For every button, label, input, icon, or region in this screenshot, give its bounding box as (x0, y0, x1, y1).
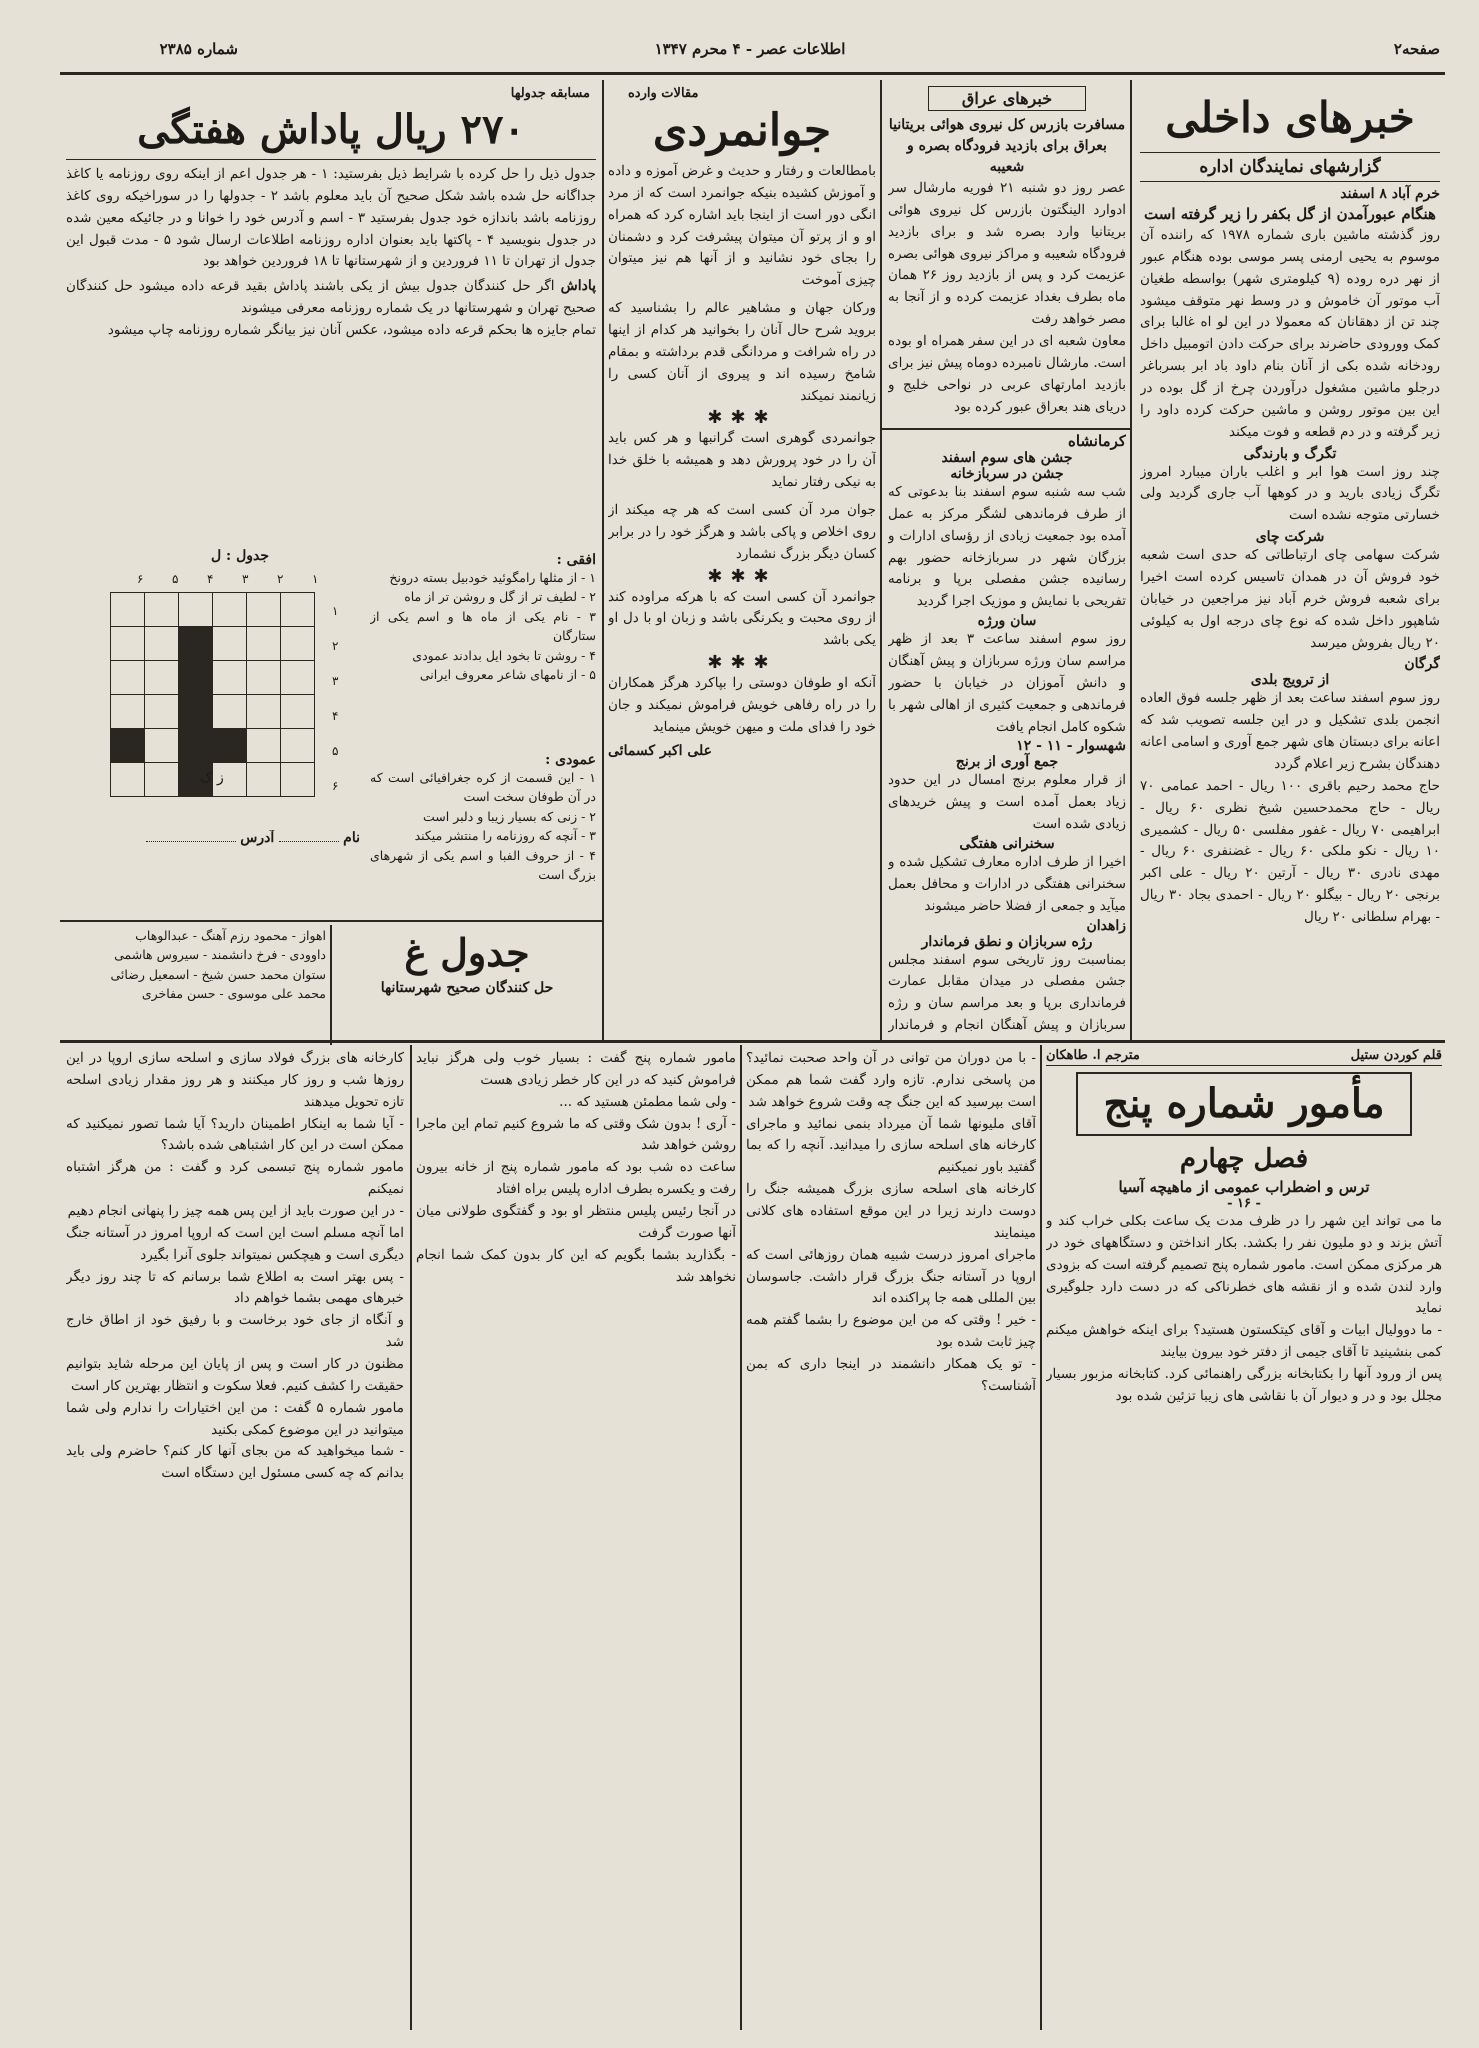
column-divider (1040, 1045, 1042, 2030)
news-body: معاون شعبه ای در این سفر همراه او بوده است. مارشال نامبرده دوماه پیش نیز برای بازدید امارتهای عربی در نواحی خلیج و دریای هند بعراق عبور کرده بود (888, 333, 1126, 415)
serial-paragraph: کارخانه های بزرگ فولاد سازی و اسلحه سازی اروپا در این روزها شب و روز کار میکنند و هر روز مقدار زیادی اسلحه تازه تحویل میدهند (66, 1050, 404, 1110)
serial-paragraph: اما آنچه مسلم است این است که اروپا امروز در آستانه جنگ دیگری است و هیچکس نمیتواند جلوی آنرا بگیرد (66, 1224, 404, 1263)
domestic-news-subtitle: گزارشهای نمایندگان اداره (1140, 152, 1440, 182)
donations-list: حاج محمد رحیم باقری ۱۰۰ ریال - احمد عمامی ۷۰ ریال - حاج محمدحسین شیخ نظری ۶۰ ریال - ابراهیمی ۷۰ ریال - غفور مفلسی ۵۰ ریال - کشمیری ۱۰ ریال - نکو ملکی ۶۰ ریال - غضنفری ۶۰ ریال - مهدی نادری ۳۰ ریال - آرتین ۲۰ ریال - علی اکبر برنجی ۲۰ ریال - بیگلو ۲۰ ریال - احمدی بجاد ۳۰ ریال - بهرام سلطانی ۲۰ ریال (1140, 777, 1440, 926)
name-label: نام (343, 830, 360, 846)
masthead: اطلاعات عصر - ۴ محرم ۱۳۴۷ (654, 40, 846, 58)
serial-paragraph: - خیر ! وقتی که من این موضوع را بشما گفتم همه چیز ثابت شده بود (746, 1312, 1036, 1351)
news-body: اخیرا از طرف اداره معارف تشکیل شده و سخنرانی هفتگی در ادارات و محافل بعمل میآید و جمعی از فضلا حاضر میشوند (888, 854, 1126, 914)
article-paragraph: جوان مرد آن کسی است که هر چه میکند از روی اخلاص و پاکی باشد و هرگز خود را در برابر کسان دیگر بزرگ نشمارد (608, 502, 876, 562)
separator-stars: ✱✱✱ (707, 407, 777, 429)
dateline-kermanshah: کرمانشاه (1067, 432, 1126, 450)
clue-item: ۴ - روشن تا بخود ایل بدادند عمودی (412, 647, 596, 663)
serial-paragraph: - در این صورت باید از این پس همه چیز را پنهانی انجام دهیم (67, 1203, 404, 1220)
serial-translator: مترجم ا. طاهکان (1046, 1048, 1140, 1063)
dateline-gorgan: گرگان (1404, 656, 1440, 673)
column-divider (602, 80, 604, 1040)
clue-item: ۵ - از نامهای شاعر معروف ایرانی (419, 666, 596, 682)
serial-paragraph: - ولی شما مطمئن هستید که ... (559, 1093, 736, 1110)
name-field[interactable] (279, 841, 339, 842)
serial-paragraph: آقای ملیونها شما آن میرداد بنمی نمائید و ماجرای کارخانه های اسلحه سازی را میدانید. آنچه را که بما گفتید باور نمیکنیم (746, 1115, 1036, 1176)
news-body: روز سوم اسفند ساعت ۳ بعد از ظهر مراسم سان ورژه سربازان و پیش آهنگان و دانش آموزان در خیابان با حضور فرماندهی و جمعیت کثیری از اهالی شهر با شکوه کامل انجام یافت (888, 631, 1126, 735)
address-field[interactable] (146, 841, 236, 842)
serial-chapter: فصل چهارم (1179, 1144, 1309, 1174)
clues-down (370, 752, 596, 912)
page-label: صفحه۲ (1393, 40, 1440, 58)
news-headline: جشن های سوم اسفند (941, 450, 1073, 466)
news-body: بمناسبت روز تاریخی سوم اسفند مجلس جشن مفصلی در میدان مقابل عمارت فرمانداری برپا و بعد مراسم سان و رژه سربازان و پیش آهنگان انجام و فرماندار (888, 951, 1126, 1034)
clue-item: ۲ - زنی که بسیار زیبا و دلبر است (423, 808, 596, 824)
column-divider (740, 1045, 742, 2030)
news-headline: سخنرانی هفتگی (959, 836, 1055, 853)
serial-paragraph: - آیا شما به اینکار اطمینان دارید؟ آیا شما تصور نمیکنید که ممکن است در این کار اشتباهی شده باشد؟ (66, 1115, 404, 1154)
article-paragraph: ورکان جهان و مشاهیر عالم را بشناسید که بروید شرح حال آنان را بخوانید هر کدام از اینها در راه شرافت و مردانگی قدم برداشته و بمقام شامخ رسیده اند و پیروی از آنان کسی را زیانمند نمیکند (608, 300, 876, 404)
winners-title: جدول غ (404, 930, 530, 975)
serial-chapter-subtitle: ترس و اضطراب عمومی از ماهیچه آسیا (1118, 1178, 1370, 1196)
clue-item: ۳ - آنچه که روزنامه را منتشر میکند (414, 828, 596, 844)
serial-paragraph: - ما دوولیال ابیات و آقای کیتکستون هستید؟ برای اینکه خواهش میکنم کمی بنشینید تا آقای جیمی از دفتر خود بیرون بیایند (1046, 1322, 1442, 1361)
serial-paragraph: - تو یک همکار دانشمند در اینجا داری که بمن آشناست؟ (746, 1356, 1036, 1394)
serial-paragraph: - پس بهتر است به اطلاع شما برسانم که تا چند روز دیگر خبرهای مهمی بشما خواهم داد (66, 1268, 404, 1307)
news-body: روز گذشته ماشین باری شماره ۱۹۷۸ که راننده آن موسوم به یحیی ارمنی پسر موسی بوده هنگام عبور از نهر دره روده (۹ کیلومتری شهر) بواسطه طغیان آب موتور آن خاموش و در وسط نهر متوقف میشود چند تن از دهقانان که معمولا در این لو اه غالبا برای کمک وورودی حاضرند برای حرکت دادن اتومبیل داخل رودخانه شده بکی از آنان بنام داود باد ابر بسرباغر درجلو ماشین مشغول درآوردن چرخ از گل بوده در این بین موتور روشن و ماشین حرکت کرده داود را زیر گرفته و در دم قطعه و فوت میکند (1140, 227, 1440, 440)
dateline-shahsavar: شهسوار - ۱۱ - ۱۲ (1016, 738, 1126, 755)
serial-paragraph: ساعت ده شب بود که مامور شماره پنج از خانه بیرون رفت و یکسره بطرف اداره پلیس براه افتاد (416, 1159, 736, 1198)
issue-number: شماره ۲۳۸۵ (159, 40, 238, 58)
winners-list-left: اهواز - محمود رزم آهنگ - عبدالوهاب داوودی - فرخ دانشمند - سیروس هاشمی ستوان محمد حسن شیخ - اسمعیل رضائی محمد علی موسوی - حسن مفاخری (110, 928, 326, 1002)
serial-paragraph: پس از ورود آنها را بکتابخانه بزرگی راهنمائی کرد. کتابخانه مزبور بسیار مجلل بود و در و دیوار آن با نقاشی های زیبا تزئین شده بود (1046, 1366, 1442, 1404)
address-label: آدرس (240, 830, 275, 846)
iraq-news-column (888, 86, 1126, 426)
header-rule (60, 72, 1445, 75)
clues-across (370, 552, 596, 752)
news-headline: مسافرت بازرس کل نیروی هوائی بریتانیا بعراق برای بازدید فرودگاه بصره و شعیبه (888, 117, 1126, 175)
column-divider (330, 925, 332, 1045)
serial-title: مأمور شماره پنج (1076, 1072, 1412, 1136)
domestic-news-column (1140, 86, 1440, 1036)
serial-paragraph: مامور شماره پنج تبسمی کرد و گفت : من هرگز اشتباه نمیکنم (66, 1159, 404, 1198)
separator-stars: ✱✱✱ (707, 565, 777, 587)
entry-form (70, 830, 360, 854)
article-paragraph: آنکه او طوفان دوستی را بپاکرد هرگز همکاران را در راه رفاهی خویش فراموش نمیکند و جان خود را فدای ملت و میهن خویش مینماید (608, 675, 876, 735)
serial-paragraph: مامور شماره پنج گفت : بسیار خوب ولی هرگز نباید فراموش کنید که در این کار خطر زیادی هست (416, 1050, 736, 1088)
serial-author: قلم کوردن ستیل (1350, 1048, 1442, 1063)
winners-header (336, 926, 598, 1036)
clue-item: ۲ - لطیف تر از گل و روشن تر از ماه (404, 589, 596, 605)
separator-stars: ✱✱✱ (707, 652, 777, 674)
clues-down-title: عمودی : (545, 752, 596, 768)
serial-story-column (1046, 1048, 1442, 2028)
serial-paragraph: ما می تواند این شهر را در ظرف مدت یک ساعت بکلی خراب کند و آتش بزند و دو ملیون نفر را بکشد. بکار انداختن و دستگاههای خود در هر مرکزی ممکن است. مامور شماره پنج تصمیم گرفته است که بزودی وارد لندن شده و از نقشه های خطرناکی که در دست دارد جلوگیری نماید (1046, 1213, 1442, 1317)
serial-continued-left (66, 1048, 404, 2028)
iraq-news-title: خبرهای عراق (928, 86, 1086, 111)
news-headline: سان ورژه (977, 613, 1037, 630)
article-kicker: مقالات وارده (628, 86, 699, 101)
crossword-table[interactable] (110, 592, 315, 797)
column-divider (880, 80, 882, 1040)
article-title: جوانمردی (652, 105, 832, 156)
serial-paragraph: ماجرای امروز درست شبیه همان روزهائی است که اروپا در آستانه جنگ بزرگ قرار داشت. جاسوسان بین المللی همه جا پراکنده اند (746, 1246, 1036, 1307)
serial-episode: - ۱۶ - (1227, 1196, 1261, 1211)
section-rule (880, 428, 1130, 430)
contest-kicker: مسابقه جدولها (510, 86, 590, 101)
serial-story-column-2 (746, 1048, 1036, 2028)
news-headline: جشن در سربازخانه (950, 466, 1064, 482)
column-divider (410, 1045, 412, 2030)
section-rule (60, 1040, 1445, 1043)
news-headline: جمع آوری از برنج (955, 754, 1059, 771)
clues-across-title: افقی : (556, 552, 596, 568)
winners-subtitle: حل کنندگان صحیح شهرستانها (380, 980, 554, 996)
news-headline: هنگام عبورآمدن از گل بکفر را زیر گرفته است (1144, 205, 1436, 223)
news-body: عصر روز دو شنبه ۲۱ فوریه مارشال سر ادوارد الینگتون بازرس کل نیروی هوائی بریتانیا وارد بصره شد و برای بازدید فرودگاه شعیبه و مراکز نیروی هوائی بصره عزیمت کرد و پس از بازدید روز ۲۶ همان ماه بطرف بغداد عزیمت کرده و از آنجا به مصر خواهد رفت (888, 180, 1126, 328)
news-headline: از ترویج بلدی (1250, 672, 1330, 689)
serial-paragraph: در آنجا رئیس پلیس منتظر او بود و گفتگوی طولانی میان آنها صورت گرفت (416, 1203, 736, 1241)
serial-paragraph: - با من دوران من توانی در آن واحد صحبت نمائید؟ من پاسخی ندارم. تازه وارد گفت شما هم ممکن است بپرسید که این جنگ چه وقت شروع خواهد شد (746, 1050, 1036, 1110)
grid-letters: ز ک (200, 770, 224, 786)
section-rule (60, 920, 602, 922)
news-body: شرکت سهامی چای ارتباطاتی که حدی است شعبه خود فروش آن در همدان تاسیس کرده است اخیرا برای شعبه فروش خرم آباد نیز مراجعین در خیابان شاهپور داخل شده که نوع چای درجه اول به کیلوئی ۲۰ ریال بفروش میرسد (1140, 547, 1440, 651)
contest-rules: جدول ذیل را حل کرده با شرایط ذیل بفرستید: ۱ - هر جدول اعم از اینکه روی روزنامه یا کاغذ جداگانه حل شده باشد شکل صحیح آن باید معلوم باشد ۲ - جدولها را در سوراخیکه روی کاغذ روزنامه باشد باندازه خود جدول بفرستید ۳ - اسم و آدرس خود را خوانا و در جائیکه معین شده در جدول بنویسید ۴ - پاکتها باید بعنوان اداره روزنامه اطلاعات ارسال شود ۵ - مدت قبول این جدول از تهران تا ۱۱ فروردین و از شهرستانها تا ۱۸ فروردین خواهد بود (66, 166, 596, 270)
spacer (66, 960, 70, 964)
clue-item: ۴ - از حروف الفبا و اسم یکی از شهرهای بزرگ است (370, 847, 596, 882)
clue-item: ۱ - این قسمت از کره جغرافیائی است که در آن طوفان سخت است (370, 770, 596, 805)
prize-label: پاداش (560, 278, 596, 295)
news-body: چند روز است هوا ابر و اغلب باران میبارد امروز تگرگ زیادی بارید و در کوهها آب جاری گردید ولی خسارتی متوجه نشده است (1140, 463, 1440, 524)
article-paragraph: جوانمرد آن کسی است که با هرکه مراوده کند از روی محبت و یکرنگی باشد و زبان او با دل او یکی باشد (608, 588, 876, 649)
clue-item: ۳ - نام یکی از ماه ها و اسم یکی از ستارگان (370, 608, 596, 644)
serial-paragraph: مظنون در کار است و پس از پایان این مرحله شاید بتوانیم حقیقت را کشف کنیم. فعلا سکوت و انتظار بهترین کار است (66, 1356, 404, 1394)
article-paragraph: بامطالعات و رفتار و حدیث و غرض آموزه و داده و آموزش کشیده بنیکه جوانمرد است که از مرد انگی دور است از اینجا باید اشاره کرد که همراه او و از پرتو آن میتوان پیشرفت کرد و دشمنان را بجای خود نشانید و از آنها هم نیز میتوان چیزی آموخت (608, 163, 876, 289)
crossword-grid: ۱ ۲ ۳ ۴ ۵ ۶ ۱ ۲ ۳ ۴ ۵ ۶ ز ک (100, 572, 360, 832)
serial-paragraph: - شما میخواهید که من بجای آنها کار کنم؟ حاضرم ولی باید بدانم که چه کسی مسئول این دستگاه است (66, 1443, 404, 1482)
article-paragraph: جوانمردی گوهری است گرانبها و هر کس باید آن را در خود پرورش دهد و همیشه با خلق خدا به نیکی رفتار نماید (608, 430, 876, 491)
serial-paragraph: - بگذارید بشما بگویم که این کار بدون کمک شما انجام نخواهد شد (416, 1246, 736, 1285)
serial-paragraph: - آری ! بدون شک وقتی که ما شروع کنیم تمام این ماجرا روشن خواهد شد (416, 1115, 736, 1154)
kermanshah-news-column (888, 432, 1126, 1036)
dateline-zahedan: زاهدان (1086, 917, 1126, 934)
prize-text: اگر حل کنندگان جدول بیش از یکی باشند پاداش بقید قرعه داده میشود حل کنندگان صحیح تهران و شهرستانها در یک شماره روزنامه معرفی میشوند (66, 278, 596, 317)
clue-item: ۱ - از مثلها رامگوئید خودبیل بسته درونخ (389, 570, 596, 585)
contest-title: ۲۷۰ ریال پاداش هفتگی (66, 101, 596, 160)
article-javanmardi (608, 86, 876, 1036)
serial-paragraph: و آنگاه از جای خود برخاست و با رفیق خود از اطاق خارج شد (66, 1312, 404, 1351)
article-signature: علی اکبر کسمائی (608, 742, 712, 759)
news-body: شب سه شنبه سوم اسفند بنا بدعوتی که از طرف فرماندهی لشگر مرکز به عمل آمده بود جمعیت زیادی از رؤسای ادارات و بزرگان شهر در سربازخانه حضور بهم رسانیده جشن مفصلی برپا و برنامه تفریحی با نمایش و موزیک اجرا گردید (888, 484, 1126, 610)
news-body: از قرار معلوم برنج امسال در این حدود زیاد بعمل آمده است و پیش خریدهای زیادی شده است (888, 772, 1126, 833)
domestic-news-title: خبرهای داخلی (1165, 93, 1415, 142)
serial-story-column-3 (416, 1048, 736, 2028)
news-headline: تگرگ و بارندگی (1243, 445, 1337, 462)
dateline-khorramabad: خرم آباد ۸ اسفند (1340, 186, 1440, 202)
news-body: روز سوم اسفند ساعت بعد از ظهر جلسه فوق العاده انجمن بلدی تشکیل و در این جلسه تصویب شد که اعانه برای دبستان های شهر جمع آوری و اسامی اعانه دهندگان بشرح زیر اعلام گردد (1140, 690, 1440, 773)
news-headline: رژه سربازان و نطق فرماندار (921, 933, 1093, 950)
prize-note: تمام جایزه ها بحکم قرعه داده میشود، عکس آنان نیز بیانگر شماره روزنامه چاپ میشود (107, 322, 596, 339)
serial-paragraph: کارخانه های اسلحه سازی بزرگ همیشه جنگ را دوست دارند زیرا در این موقع استفاده های کلانی مینمایند (746, 1181, 1036, 1241)
column-divider (1130, 80, 1132, 1040)
serial-paragraph: مامور شماره ۵ گفت : من این اختیارات را ندارم ولی شما میتوانید در این موضوع کمکی بکنید (66, 1399, 404, 1438)
news-headline: شرکت چای (1255, 529, 1325, 546)
crossword-grid-title: جدول : ل (210, 548, 270, 564)
